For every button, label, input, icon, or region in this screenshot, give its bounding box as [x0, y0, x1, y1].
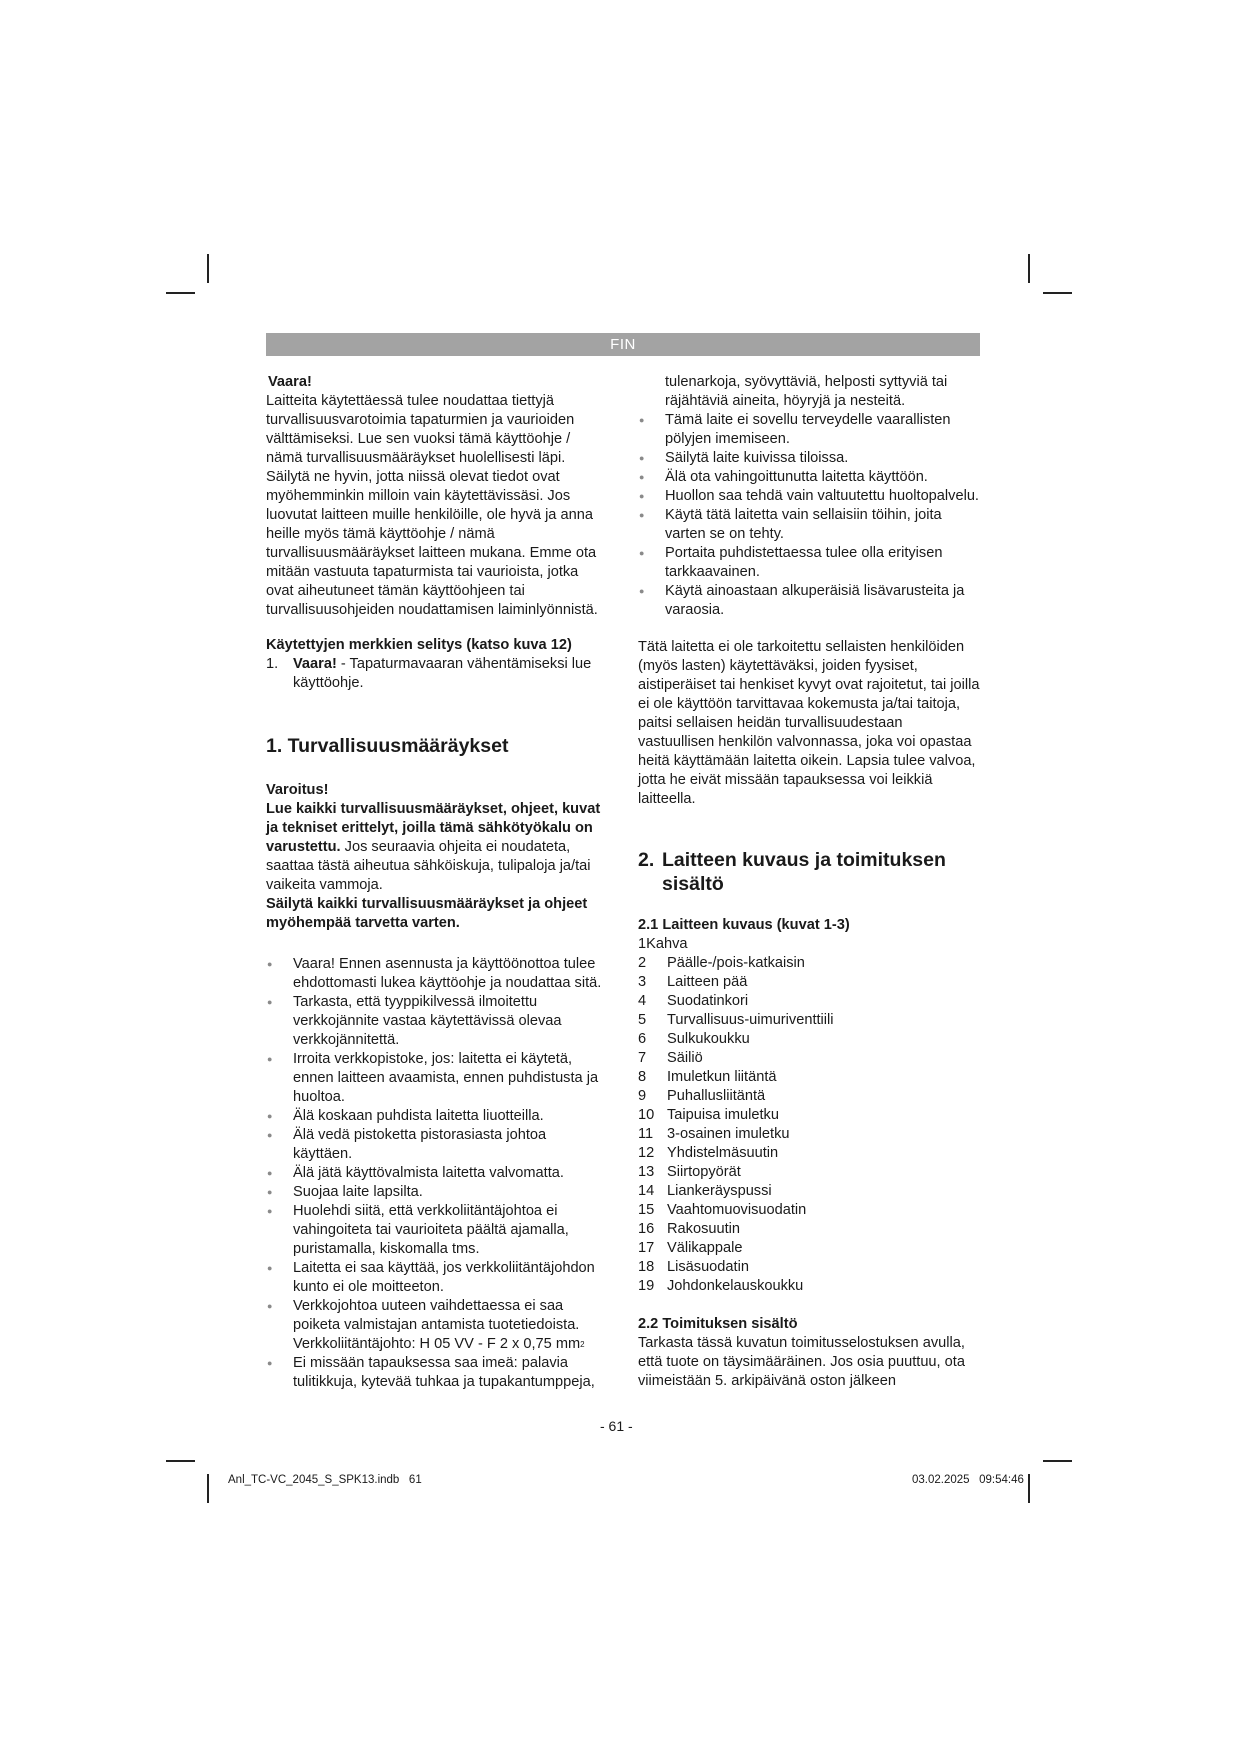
item-bold: Vaara!	[293, 656, 337, 672]
part-number: 11	[638, 1126, 654, 1142]
part-number: 3	[638, 974, 647, 990]
part-number: 16	[638, 1221, 655, 1237]
list-item	[638, 1239, 980, 1258]
part-number: 5	[638, 1012, 647, 1028]
part-label: Vaahtomuovisuodatin	[667, 1202, 807, 1218]
subsection-2-2-title: 2.2 Toimituksen sisältö	[638, 1316, 798, 1332]
section-2-title	[638, 848, 980, 896]
crop-mark	[1043, 1460, 1072, 1462]
crop-mark	[1043, 292, 1072, 294]
list-item: ● Ei missään tapauksessa saa imeä: palavia tulitikkuja, kytevää tuhkaa ja tupakantumppeja,	[266, 1354, 606, 1392]
list-item: ● Laitetta ei saa käyttää, jos verkkoliitäntäjohdon kunto ei ole moitteeton.	[266, 1259, 606, 1297]
warning-text: Laitteita käytettäessä tulee noudattaa tiettyjä turvallisuusvarotoimia tapaturmien ja vaurioiden välttämiseksi. Lue sen vuoksi tämä käyttöohje / nämä turvallisuusmääräykset huolellisesti läpi. Säilytä ne hyvin, jotta niissä olevat tiedot ovat myöhemminkin milloin vain käytettävissäsi. Jos luovutat laitteen muille henkilöille, ole hyvä ja anna heille myös tämä käyttöohje / nämä turvallisuusmääräykset laitteen mukana. Emme ota mitään vastuuta tapaturmista tai vaurioista, jotka ovat aiheutuneet tämän käyttöohjeen tai turvallisuusohjeiden noudattamisen laiminlyönnistä.	[266, 393, 598, 618]
list-item	[638, 1125, 980, 1144]
subsection-2-1-title: 2.1 Laitteen kuvaus (kuvat 1-3)	[638, 917, 850, 933]
part-number: 17	[638, 1240, 655, 1256]
children-warning-text: Tätä laitetta ei ole tarkoitettu sellaisten henkilöiden (myös lasten) käytettäväksi, joiden fyysiset, aistiperäiset tai henkiset kyvyt ovat rajoitetut, tai joilla ei ole käyttöön tarvittavaa kokemusta ja/tai taitoja, paitsi sellaisen heidän turvallisuudestaan vastuullisen henkilön valvonnassa, joka voi opastaa heitä käyttämään laitetta oikein. Lapsia tulee valvoa, jotta he eivät missään tapauksessa voi leikkiä laitteella.	[638, 639, 980, 807]
part-number: 6	[638, 1031, 647, 1047]
safety-bullet-list	[266, 955, 606, 1392]
crop-mark	[207, 1474, 209, 1503]
cable-spec-text: Verkkojohtoa uuteen vaihdettaessa ei saa poiketa valmistajan antamista tuotetiedoista. Verkkoliitäntäjohto: H 05 VV - F 2 x 0,75 mm	[293, 1298, 581, 1352]
list-item	[638, 1277, 980, 1296]
list-item: ● Huolehdi siitä, että verkkoliitäntäjohtoa ei vahingoiteta tai vaurioiteta päältä ajamalla, puristamalla, kiskomalla tms.	[266, 1202, 606, 1259]
list-item	[638, 1030, 980, 1049]
part-number: 13	[638, 1164, 655, 1180]
list-item: ● Irroita verkkopistoke, jos: laitetta ei käytetä, ennen laitteen avaamista, ennen puhdistusta ja huoltoa.	[266, 1050, 606, 1107]
superscript: 2	[580, 1340, 585, 1349]
list-item: ● Älä ota vahingoittunutta laitetta käyttöön.	[638, 468, 980, 487]
parts-list	[638, 954, 980, 1296]
part-number: 14	[638, 1183, 655, 1199]
continued-bullet-text: tulenarkoja, syövyttäviä, helposti syttyviä tai räjähtäviä aineita, höyryjä ja nesteitä.	[665, 374, 948, 409]
left-column	[266, 373, 606, 1392]
list-item	[638, 1163, 980, 1182]
crop-mark	[166, 292, 195, 294]
crop-mark	[1028, 254, 1030, 283]
part-number: 7	[638, 1050, 647, 1066]
language-header-bar	[266, 333, 980, 356]
page-number: - 61 -	[600, 1418, 633, 1434]
part-number: 4	[638, 993, 647, 1009]
crop-mark	[166, 1460, 195, 1462]
part-label: Turvallisuus-uimuriventtiili	[667, 1012, 834, 1028]
varoitus-bold: Lue kaikki turvallisuusmääräykset, ohjeet, kuvat ja tekniset erittelyt, joilla tämä sähkötyökalu on varustettu.	[266, 801, 601, 855]
list-item	[266, 655, 606, 693]
part-label: Laitteen pää	[667, 974, 748, 990]
list-item	[638, 1220, 980, 1239]
part-number: 19	[638, 1278, 655, 1294]
varoitus-label: Varoitus!	[266, 782, 329, 798]
list-item	[638, 1011, 980, 1030]
right-column	[638, 373, 980, 1391]
item-text: - Tapaturmavaaran vähentämiseksi lue käyttöohje.	[293, 656, 592, 691]
part-label: Yhdistelmäsuutin	[667, 1145, 779, 1161]
part-label: Suodatinkori	[667, 993, 749, 1009]
part-label: Päälle-/pois-katkaisin	[667, 955, 805, 971]
list-item	[638, 1087, 980, 1106]
varoitus-text: Jos seuraavia ohjeita ei noudateta, saattaa tästä aiheutua sähköiskuja, tulipaloja ja/tai vaikeita vammoja.	[266, 839, 591, 893]
list-item: ● Vaara! Ennen asennusta ja käyttöönottoa tulee ehdottomasti lukea käyttöohje ja noudattaa sitä.	[266, 955, 606, 993]
list-item	[638, 1182, 980, 1201]
list-item: ● Tämä laite ei sovellu terveydelle vaarallisten pölyjen imemiseen.	[638, 411, 980, 449]
varoitus-paragraph	[266, 800, 606, 895]
part-number: 8	[638, 1069, 647, 1085]
list-item: ● Älä koskaan puhdista laitetta liuotteilla.	[266, 1107, 606, 1126]
list-item: ● Käytä ainoastaan alkuperäisiä lisävarusteita ja varaosia.	[638, 582, 980, 620]
part-label: Johdonkelauskoukku	[667, 1278, 804, 1294]
list-item: ● Käytä tätä laitetta vain sellaisiin töihin, joita varten se on tehty.	[638, 506, 980, 544]
part-label: Taipuisa imuletku	[667, 1107, 779, 1123]
warning-title: Vaara!	[268, 374, 312, 390]
list-item: ● Huollon saa tehdä vain valtuutettu huoltopalvelu.	[638, 487, 980, 506]
list-item	[638, 1049, 980, 1068]
safety-bullet-list-continued	[638, 411, 980, 620]
part-number: 12	[638, 1145, 655, 1161]
part-label: Säiliö	[667, 1050, 703, 1066]
save-instructions: Säilytä kaikki turvallisuusmääräykset ja ohjeet myöhempää tarvetta varten.	[266, 896, 588, 931]
list-item	[638, 1258, 980, 1277]
footer-datetime: 03.02.2025 09:54:46	[912, 1474, 1024, 1486]
list-item: ● Säilytä laite kuivissa tiloissa.	[638, 449, 980, 468]
list-item	[638, 992, 980, 1011]
part-label: Rakosuutin	[667, 1221, 741, 1237]
part-label: Siirtopyörät	[667, 1164, 741, 1180]
list-item: ● Älä jätä käyttövalmista laitetta valvomatta.	[266, 1164, 606, 1183]
list-item	[638, 1106, 980, 1125]
footer-file-info: Anl_TC-VC_2045_S_SPK13.indb 61	[228, 1474, 422, 1486]
list-item: ● Suojaa laite lapsilta.	[266, 1183, 606, 1202]
symbols-list	[266, 655, 606, 693]
item-number: 1.	[266, 656, 279, 672]
list-item	[638, 954, 980, 973]
part-label: 3-osainen imuletku	[667, 1126, 790, 1142]
language-label: FIN	[610, 336, 636, 353]
list-item	[638, 1201, 980, 1220]
crop-mark	[207, 254, 209, 283]
part-label: Lisäsuodatin	[667, 1259, 749, 1275]
delivery-text: Tarkasta tässä kuvatun toimitusselostuksen avulla, että tuote on täysimääräinen. Jos osia puuttuu, ota viimeistään 5. arkipäivänä oston jälkeen	[638, 1335, 965, 1389]
list-item	[638, 973, 980, 992]
section-1-title: 1. Turvallisuusmääräykset	[266, 735, 509, 757]
list-item: ● Tarkasta, että tyyppikilvessä ilmoitettu verkkojännite vastaa käytettävissä olevaa verkkojännitettä.	[266, 993, 606, 1050]
section-2-heading: Laitteen kuvaus ja toimituksen sisältö	[662, 849, 946, 895]
section-2-number: 2.	[638, 849, 655, 871]
part-label: Puhallusliitäntä	[667, 1088, 766, 1104]
part-label: Liankeräyspussi	[667, 1183, 772, 1199]
part-item-1: 1Kahva	[638, 936, 688, 952]
list-item: ● Portaita puhdistettaessa tulee olla erityisen tarkkaavainen.	[638, 544, 980, 582]
part-label: Sulkukoukku	[667, 1031, 750, 1047]
part-number: 15	[638, 1202, 655, 1218]
part-label: Imuletkun liitäntä	[667, 1069, 777, 1085]
crop-mark	[1028, 1474, 1030, 1503]
part-number: 10	[638, 1107, 655, 1123]
list-item	[638, 1144, 980, 1163]
part-label: Välikappale	[667, 1240, 743, 1256]
part-number: 18	[638, 1259, 655, 1275]
part-number: 9	[638, 1088, 647, 1104]
symbols-heading: Käytettyjen merkkien selitys (katso kuva 12)	[266, 637, 572, 653]
list-item: ● Älä vedä pistoketta pistorasiasta johtoa käyttäen.	[266, 1126, 606, 1164]
list-item	[266, 1297, 606, 1354]
part-number: 2	[638, 955, 647, 971]
list-item	[638, 1068, 980, 1087]
